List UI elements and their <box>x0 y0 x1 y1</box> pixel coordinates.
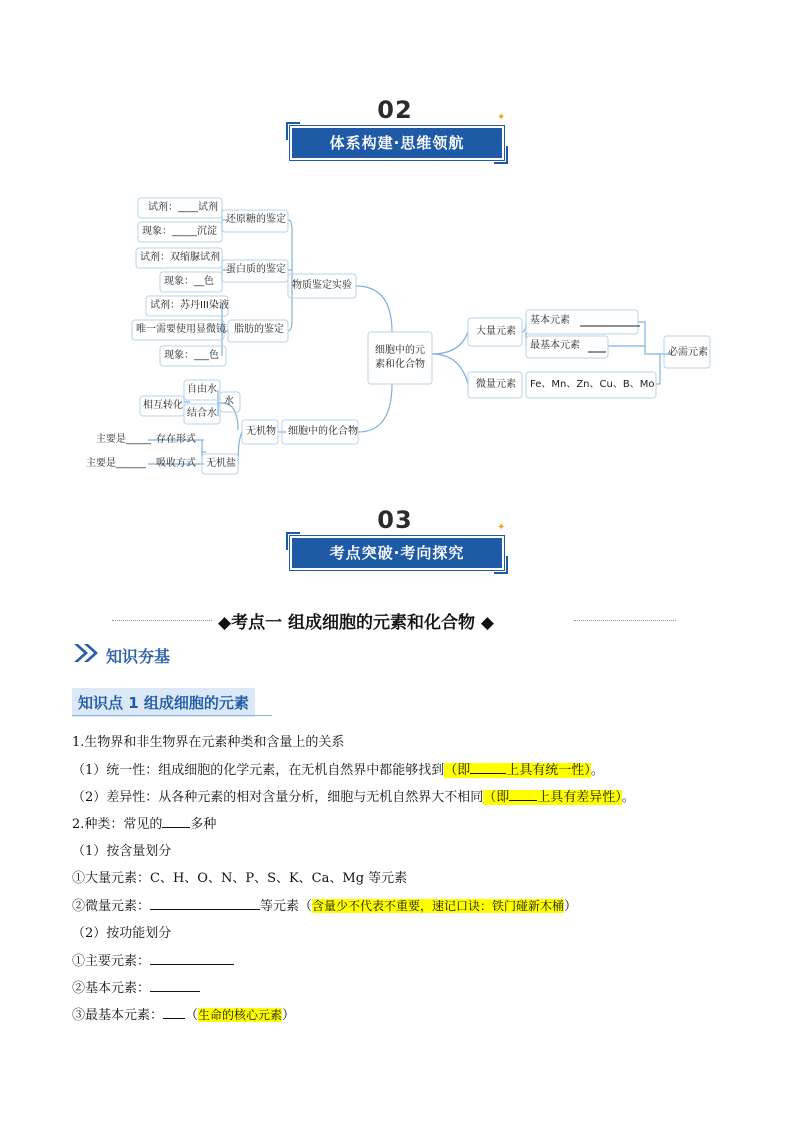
double-chevron-icon <box>72 642 106 664</box>
mm-identify-exp: 物质鉴定实验 <box>292 280 352 291</box>
mm-reducing-sugar: 还原糖的鉴定 <box>226 214 286 225</box>
knowledge-title: 知识夯基 <box>106 647 171 666</box>
line-10-a: ②基本元素： <box>72 981 151 996</box>
line-9 <box>72 952 234 971</box>
sparkle-icon: ✦ <box>497 112 506 123</box>
line-5: （1）按含量划分 <box>72 844 172 859</box>
mm-bound-water: 结合水 <box>187 408 217 419</box>
mm-fat: 脂肪的鉴定 <box>234 324 284 335</box>
mm-main2: 主要是______ <box>86 458 146 469</box>
line-10 <box>72 979 200 998</box>
mm-compounds: 细胞中的化合物 <box>288 426 358 437</box>
mm-microscope: 唯一需要使用显微镜 <box>136 324 226 335</box>
line-2-text: （1）统一性：组成细胞的化学元素，在无机自然界中都能够找到 <box>72 763 445 778</box>
mm-absorb: 吸收方式 <box>156 458 196 469</box>
mm-trace: 微量元素 <box>476 379 516 390</box>
mm-exist-form: 存在形式 <box>156 434 196 445</box>
sparkle-icon: ✦ <box>497 522 506 533</box>
line-11-a: ③最基本元素： <box>72 1008 164 1023</box>
line-3 <box>72 788 635 807</box>
mm-macro: 大量元素 <box>476 326 516 337</box>
blank <box>163 1006 185 1019</box>
mm-main1: 主要是_____ <box>96 434 151 445</box>
mm-mutual: 相互转化 <box>143 400 183 411</box>
kaodian-title: ◆考点一 组成细胞的元素和化合物 ◆ <box>218 613 494 633</box>
banner-bracket-right <box>494 556 508 574</box>
line-3-text: （2）差异性：从各种元素的相对含量分析，细胞与无机自然界大不相同 <box>72 790 484 805</box>
point-title: 知识点 1 组成细胞的元素 <box>72 688 255 717</box>
blank <box>150 952 234 965</box>
blank <box>162 815 190 828</box>
mm-water: 水 <box>224 396 234 407</box>
line-2 <box>72 761 604 780</box>
mm-phenom3: 现象：___色 <box>164 350 219 361</box>
line-8: （2）按功能划分 <box>72 926 172 941</box>
line-7 <box>72 897 577 916</box>
line-9-a: ①主要元素： <box>72 954 151 969</box>
line-2-hl-b: 上具有统一性） <box>506 763 591 778</box>
line-4-a: 2.种类：常见的 <box>72 817 163 832</box>
line-11-b: （ <box>185 1008 199 1023</box>
mm-basic: 基本元素 <box>530 315 570 326</box>
mm-free-water: 自由水 <box>187 384 217 395</box>
line-3-hl-a: （即 <box>483 790 510 805</box>
mm-inorganic: 无机物 <box>246 426 276 437</box>
mm-trace-list: Fe、Mn、Zn、Cu、B、Mo <box>530 379 655 390</box>
mm-essential: 必需元素 <box>668 347 708 358</box>
line-4-b: 多种 <box>190 817 217 832</box>
line-6: ①大量元素：C、H、O、N、P、S、K、Ca、Mg 等元素 <box>72 871 408 886</box>
line-3-hl <box>483 790 622 805</box>
line-2-hl <box>444 763 591 778</box>
section-number: 02 <box>377 96 413 124</box>
mm-protein: 蛋白质的鉴定 <box>226 264 286 275</box>
line-2-end: 。 <box>590 763 604 778</box>
line-1: 1.生物界和非生物界在元素种类和含量上的关系 <box>72 735 345 750</box>
line-2-hl-a: （即 <box>444 763 471 778</box>
mm-phenom2: 现象：__色 <box>164 276 214 287</box>
line-7-a: ②微量元素： <box>72 899 151 914</box>
divider-right <box>574 620 676 621</box>
mm-center <box>372 344 428 372</box>
line-11 <box>72 1006 295 1025</box>
mm-salt: 无机盐 <box>206 458 236 469</box>
point-underline <box>72 715 272 716</box>
mm-reagent3: 试剂：苏丹III染液 <box>150 300 229 311</box>
blank <box>509 788 537 801</box>
line-11-d: ） <box>282 1008 296 1023</box>
section-banner: 考点突破·考向探究 <box>292 538 502 568</box>
mm-reagent2: 试剂：双缩脲试剂 <box>140 252 220 263</box>
line-11-hl: 生命的核心元素 <box>198 1008 283 1022</box>
line-7-b: 等元素（ <box>260 899 313 914</box>
blank <box>150 897 260 910</box>
mm-most-basic: 最基本元素 <box>530 340 580 351</box>
blank <box>470 761 506 774</box>
mindmap-connectors <box>0 0 794 500</box>
line-7-hl: 含量少不代表不重要，速记口诀：铁门碰新木桶 <box>312 899 565 913</box>
line-3-end: 。 <box>621 790 635 805</box>
line-7-d: ） <box>564 899 578 914</box>
mm-phenom1: 现象：_____沉淀 <box>142 226 217 237</box>
mm-reagent1: 试剂：____试剂 <box>148 202 218 213</box>
line-3-hl-b: 上具有差异性） <box>537 790 622 805</box>
divider-left <box>112 620 212 621</box>
line-4 <box>72 815 216 834</box>
blank <box>150 979 200 992</box>
section-number: 03 <box>377 506 413 534</box>
mm-center-label: 细胞中的元素和化合物 <box>375 345 425 370</box>
section-banner: 体系构建·思维领航 <box>292 128 502 158</box>
